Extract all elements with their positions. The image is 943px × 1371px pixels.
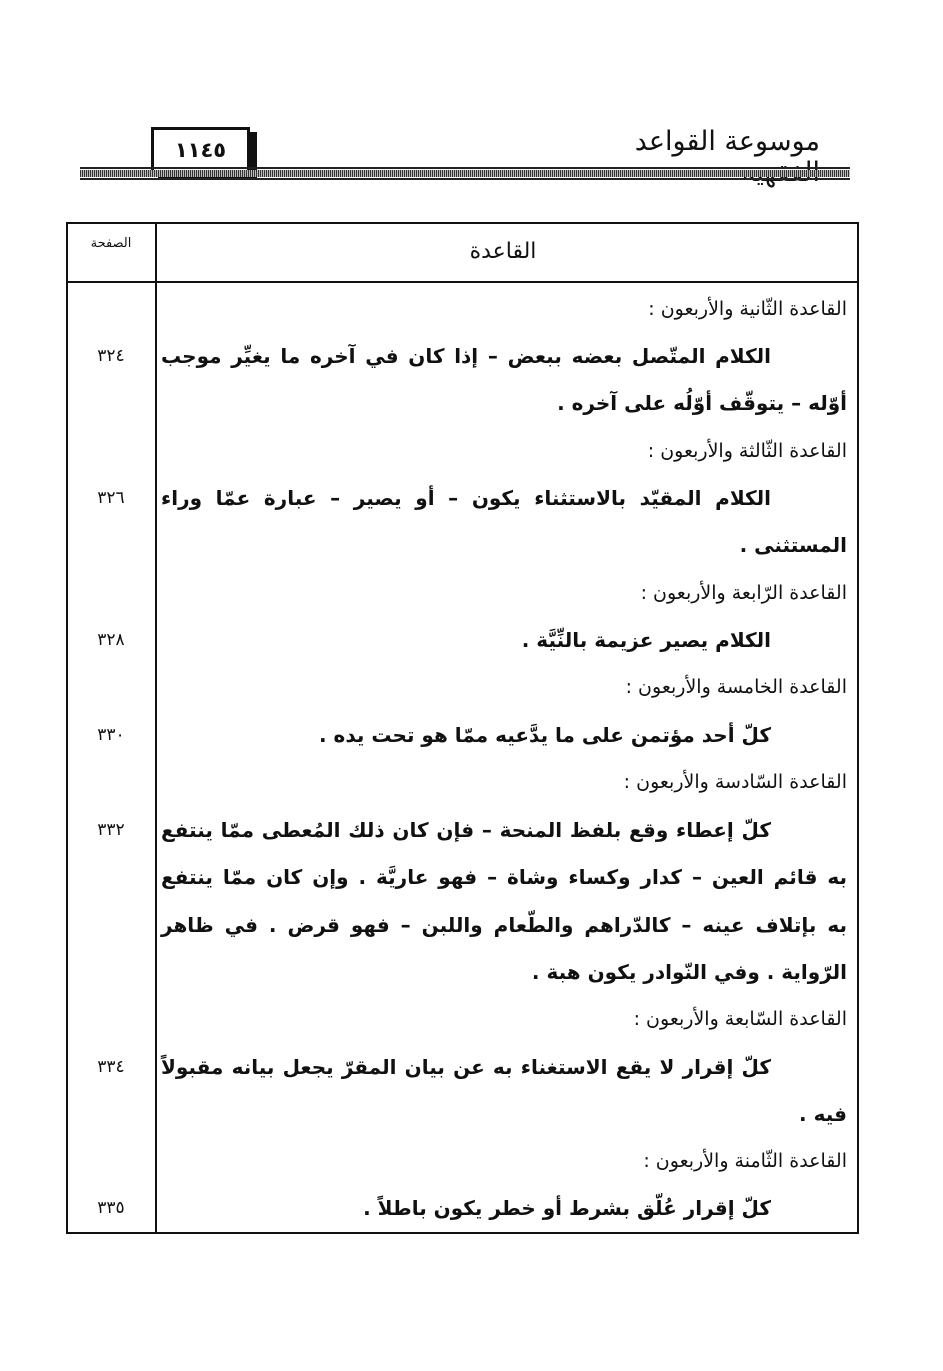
- rule-text-line: كلّ أحد مؤتمن على ما يدَّعيه ممّا هو تحت يده .: [318, 723, 771, 747]
- header-rule: [80, 167, 850, 169]
- rules-index-table: [66, 222, 859, 1234]
- rule-text-line: المستثنى .: [739, 533, 847, 557]
- rule-text-line: به قائم العين – كدار وكساء وشاة – فهو عاريَّة . وإن كان ممّا ينتفع: [161, 865, 847, 889]
- header-rule: [80, 178, 850, 180]
- rule-text-line: كلّ إقرار لا يقع الاستغناء به عن بيان المقرّ يجعل بيانه مقبولاً: [161, 1055, 771, 1079]
- column-header-rule: القاعدة: [469, 239, 537, 264]
- rule-page-number: ٣٢٨: [97, 630, 125, 650]
- header-rule-hatched: [80, 170, 850, 177]
- rule-title: القاعدة الثّانية والأربعون :: [648, 298, 847, 320]
- rule-title: القاعدة السّابعة والأربعون :: [633, 1008, 847, 1030]
- column-divider: [155, 224, 157, 1232]
- rule-text-line: الكلام المتّصل بعضه ببعض – إذا كان في آخره ما يغيِّر موجب: [161, 344, 771, 368]
- rule-text-line: أوّله – يتوقّف أوّلُه على آخره .: [557, 391, 847, 415]
- rule-page-number: ٣٢٦: [97, 488, 125, 508]
- rule-text-line: فيه .: [799, 1102, 847, 1126]
- rule-title: القاعدة السّادسة والأربعون :: [623, 771, 847, 793]
- header-divider: [68, 281, 857, 283]
- rule-page-number: ٣٢٤: [97, 346, 125, 366]
- rule-page-number: ٣٣٢: [97, 820, 125, 840]
- rule-text-line: الكلام يصير عزيمة بالنِّيَّة .: [521, 628, 771, 652]
- rule-text-line: الرّواية . وفي النّوادر يكون هبة .: [531, 960, 847, 984]
- page-number-box: ١١٤٥: [151, 127, 250, 173]
- rule-page-number: ٣٣٠: [97, 725, 125, 745]
- header-title: موسوعة القواعد: [634, 126, 820, 157]
- rule-page-number: ٣٣٤: [97, 1057, 125, 1077]
- rule-title: القاعدة الرّابعة والأربعون :: [640, 582, 847, 604]
- rule-title: القاعدة الخامسة والأربعون :: [625, 676, 847, 698]
- rule-page-number: ٣٣٥: [97, 1198, 125, 1218]
- column-header-page: الصفحة: [90, 236, 132, 251]
- rule-text-line: به بإتلاف عينه – كالدّراهم والطّعام واللبن – فهو قرض . في ظاهر: [161, 913, 847, 937]
- rule-text-line: كلّ إعطاء وقع بلفظ المنحة – فإن كان ذلك المُعطى ممّا ينتفع: [161, 818, 771, 842]
- rule-title: القاعدة الثّامنة والأربعون :: [643, 1150, 847, 1172]
- rule-text-line: كلّ إقرار عُلّق بشرط أو خطر يكون باطلاً .: [363, 1196, 771, 1220]
- rule-text-line: الكلام المقيّد بالاستثناء يكون – أو يصير – عبارة عمّا وراء: [161, 486, 771, 510]
- rule-title: القاعدة الثّالثة والأربعون :: [647, 440, 847, 462]
